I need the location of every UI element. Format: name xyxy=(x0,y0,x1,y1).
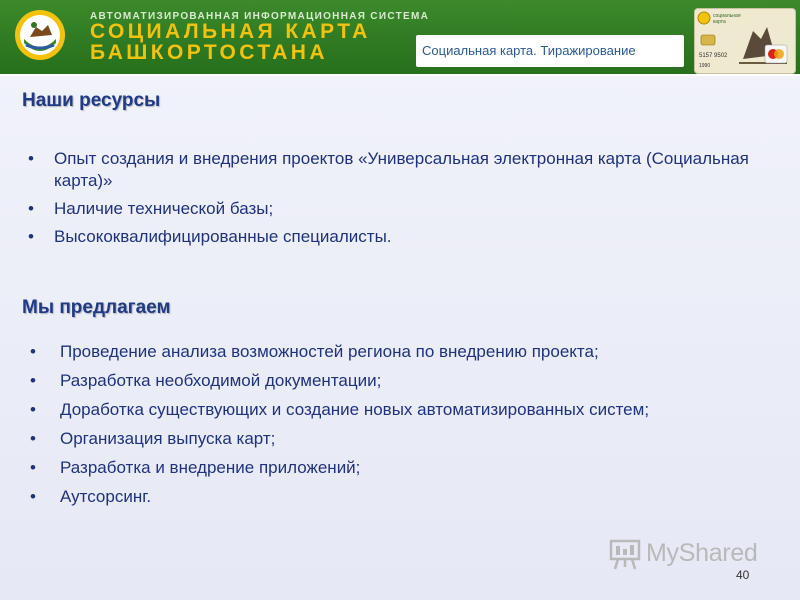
system-title-line1: СОЦИАЛЬНАЯ КАРТА xyxy=(90,20,371,43)
myshared-watermark xyxy=(608,537,768,571)
page-number: 40 xyxy=(736,568,750,582)
social-card-graphic xyxy=(695,9,795,73)
bashkortostan-emblem-icon xyxy=(14,9,66,61)
presentation-board-icon xyxy=(608,537,642,571)
slide-tag-text: Социальная карта. Тиражирование xyxy=(422,43,636,58)
offer-list xyxy=(60,341,740,515)
card-year: 1990 xyxy=(699,63,711,69)
system-title-line2: БАШКОРТОСТАНА xyxy=(90,41,328,64)
resources-heading: Наши ресурсы xyxy=(22,90,161,111)
list-item: • Проведение анализа возможностей региона по внедрению проекта; xyxy=(60,341,740,363)
list-item: • Разработка и внедрение приложений; xyxy=(60,457,740,479)
list-item: • Разработка необходимой документации; xyxy=(60,370,740,392)
social-card-image xyxy=(694,8,796,74)
offer-heading: Мы предлагаем xyxy=(22,297,171,318)
list-item: • Высококвалифицированные специалисты. xyxy=(54,226,754,248)
card-number: 5157 9502 xyxy=(699,53,728,59)
resources-list xyxy=(54,148,754,254)
list-item: • Аутсорсинг. xyxy=(60,486,740,508)
header-bar xyxy=(0,0,800,76)
list-item: • Опыт создания и внедрения проектов «Универсальная электронная карта (Социальная карта)» xyxy=(54,148,754,192)
list-item: • Доработка существующих и создание новых автоматизированных систем; xyxy=(60,399,740,421)
card-label-2: карта xyxy=(713,19,726,25)
system-subtitle: АВТОМАТИЗИРОВАННАЯ ИНФОРМАЦИОННАЯ СИСТЕМА xyxy=(90,11,430,22)
slide-tag xyxy=(416,35,684,67)
list-item: • Организация выпуска карт; xyxy=(60,428,740,450)
card-label-1: социальная xyxy=(713,13,741,19)
watermark-text: MyShared xyxy=(646,539,758,567)
list-item: • Наличие технической базы; xyxy=(54,198,754,220)
